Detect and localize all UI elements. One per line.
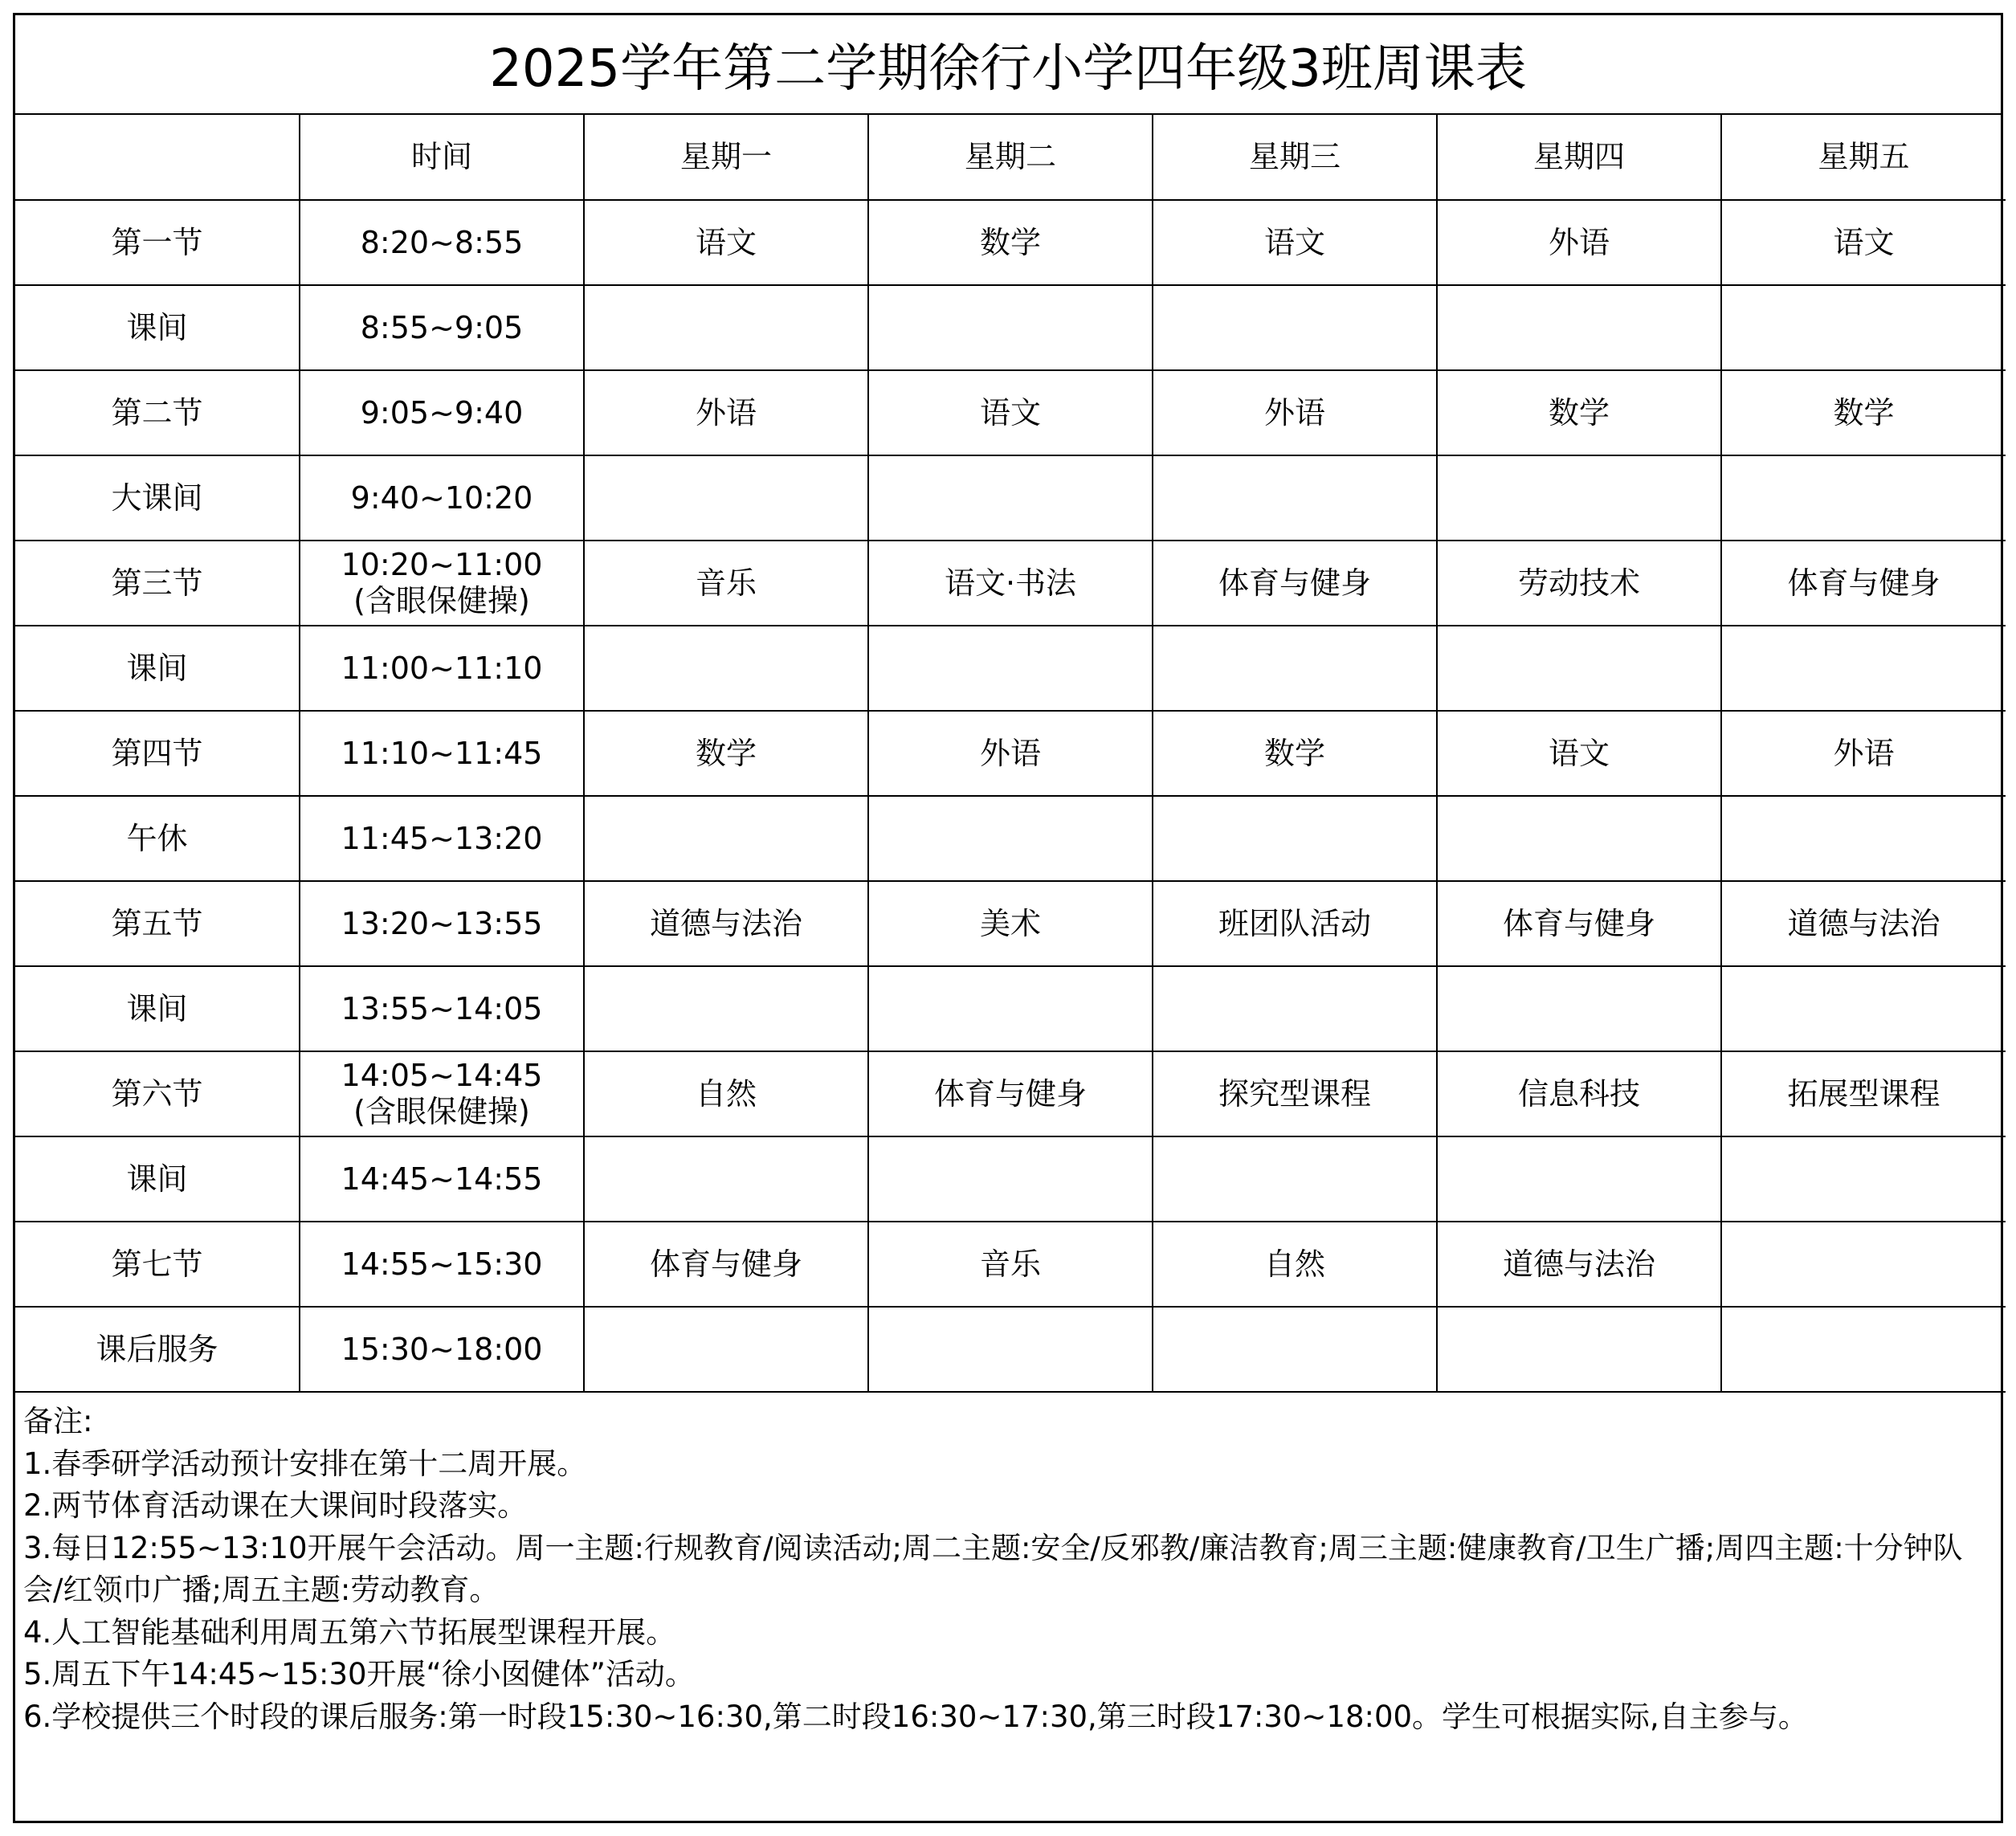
class-cell: 拓展型课程 — [1721, 1051, 2006, 1136]
period-cell: 课间 — [15, 626, 300, 711]
time-range: 14:55~15:30 — [341, 1246, 543, 1282]
class-cell: 外语 — [868, 711, 1153, 796]
time-cell — [300, 711, 584, 796]
class-cell — [1153, 966, 1437, 1051]
note-item: 6.学校提供三个时段的课后服务:第一时段15:30~16:30,第二时段16:30~17:30,第三时段17:30~18:00。学生可根据实际,自主参与。 — [23, 1699, 1808, 1734]
time-cell — [300, 796, 584, 881]
period-cell: 课间 — [15, 966, 300, 1051]
class-cell: 外语 — [1153, 370, 1437, 455]
class-cell — [868, 455, 1153, 541]
table-row — [15, 1222, 2006, 1307]
class-cell — [868, 1136, 1153, 1222]
class-cell — [1153, 1136, 1437, 1222]
class-cell — [1437, 455, 1721, 541]
table-row — [15, 796, 2006, 881]
note-item: 4.人工智能基础利用周五第六节拓展型课程开展。 — [23, 1614, 676, 1650]
class-cell: 体育与健身 — [1153, 541, 1437, 626]
notes-section — [15, 1393, 2001, 1738]
time-range: 8:20~8:55 — [360, 224, 524, 260]
class-cell: 语文 — [584, 200, 868, 285]
table-row — [15, 541, 2006, 626]
time-range: 10:20~11:00 — [341, 547, 543, 583]
period-cell: 课间 — [15, 285, 300, 370]
time-cell — [300, 626, 584, 711]
time-range: 8:55~9:05 — [360, 309, 524, 345]
period-cell: 午休 — [15, 796, 300, 881]
class-cell: 音乐 — [868, 1222, 1153, 1307]
time-cell — [300, 370, 584, 455]
class-cell — [1721, 1136, 2006, 1222]
class-cell — [584, 796, 868, 881]
period-cell: 第四节 — [15, 711, 300, 796]
class-cell: 外语 — [584, 370, 868, 455]
class-cell: 道德与法治 — [1721, 881, 2006, 966]
table-row — [15, 285, 2006, 370]
class-cell: 道德与法治 — [1437, 1222, 1721, 1307]
period-cell: 大课间 — [15, 455, 300, 541]
header-cell-blank — [15, 115, 300, 200]
page-title: 2025学年第二学期徐行小学四年级3班周课表 — [15, 15, 2001, 115]
class-cell — [1437, 626, 1721, 711]
class-cell: 语文 — [1721, 200, 2006, 285]
class-cell: 数学 — [1721, 370, 2006, 455]
class-cell: 探究型课程 — [1153, 1051, 1437, 1136]
class-cell: 美术 — [868, 881, 1153, 966]
class-cell — [584, 1307, 868, 1392]
class-cell — [1153, 626, 1437, 711]
table-row — [15, 966, 2006, 1051]
period-cell: 第六节 — [15, 1051, 300, 1136]
class-cell: 体育与健身 — [1721, 541, 2006, 626]
table-row — [15, 1051, 2006, 1136]
class-cell — [1437, 796, 1721, 881]
class-cell — [1437, 966, 1721, 1051]
class-cell — [584, 966, 868, 1051]
class-cell: 外语 — [1437, 200, 1721, 285]
table-row — [15, 1307, 2006, 1392]
time-cell — [300, 1222, 584, 1307]
header-cell-friday: 星期五 — [1721, 115, 2006, 200]
class-cell: 数学 — [1437, 370, 1721, 455]
table-row — [15, 370, 2006, 455]
time-note: (含眼保健操) — [353, 1094, 530, 1129]
class-cell — [1153, 285, 1437, 370]
class-cell — [1153, 455, 1437, 541]
class-cell — [1721, 285, 2006, 370]
class-cell: 数学 — [1153, 711, 1437, 796]
header-cell-monday: 星期一 — [584, 115, 868, 200]
time-range: 14:05~14:45 — [341, 1058, 543, 1094]
time-range: 9:40~10:20 — [350, 479, 533, 516]
time-cell — [300, 1307, 584, 1392]
class-cell: 道德与法治 — [584, 881, 868, 966]
table-row — [15, 1136, 2006, 1222]
time-cell — [300, 966, 584, 1051]
time-cell — [300, 455, 584, 541]
note-item: 1.春季研学活动预计安排在第十二周开展。 — [23, 1446, 587, 1481]
time-range: 11:45~13:20 — [341, 820, 543, 856]
time-range: 15:30~18:00 — [341, 1331, 543, 1367]
class-cell — [584, 1136, 868, 1222]
header-cell-tuesday: 星期二 — [868, 115, 1153, 200]
class-cell — [584, 455, 868, 541]
table-row — [15, 881, 2006, 966]
class-cell: 班团队活动 — [1153, 881, 1437, 966]
period-cell: 第三节 — [15, 541, 300, 626]
class-cell — [868, 626, 1153, 711]
time-range: 11:00~11:10 — [341, 650, 543, 686]
class-cell: 语文 — [1437, 711, 1721, 796]
class-cell: 体育与健身 — [1437, 881, 1721, 966]
time-range: 11:10~11:45 — [341, 735, 543, 771]
class-cell: 语文 — [868, 370, 1153, 455]
class-cell: 数学 — [868, 200, 1153, 285]
class-cell: 语文·书法 — [868, 541, 1153, 626]
class-cell — [1437, 1307, 1721, 1392]
table-row — [15, 711, 2006, 796]
class-cell — [1153, 1307, 1437, 1392]
time-note: (含眼保健操) — [353, 583, 530, 618]
timetable — [15, 115, 2006, 1393]
class-cell: 劳动技术 — [1437, 541, 1721, 626]
note-item: 5.周五下午14:45~15:30开展“徐小囡健体”活动。 — [23, 1657, 695, 1691]
class-cell: 语文 — [1153, 200, 1437, 285]
table-row — [15, 626, 2006, 711]
class-cell — [868, 285, 1153, 370]
class-cell — [584, 285, 868, 370]
time-cell — [300, 200, 584, 285]
class-cell: 自然 — [1153, 1222, 1437, 1307]
class-cell — [1437, 1136, 1721, 1222]
header-row — [15, 115, 2006, 200]
class-cell — [1721, 455, 2006, 541]
class-cell — [868, 966, 1153, 1051]
period-cell: 第二节 — [15, 370, 300, 455]
class-cell — [868, 1307, 1153, 1392]
note-item: 3.每日12:55~13:10开展午会活动。周一主题:行规教育/阅读活动;周二主题:安全/反邪教/廉洁教育;周三主题:健康教育/卫生广播;周四主题:十分钟队会/红领巾广播;周五主题:劳动教育。 — [23, 1530, 1963, 1607]
class-cell — [868, 796, 1153, 881]
period-cell: 第一节 — [15, 200, 300, 285]
time-cell — [300, 1051, 584, 1136]
class-cell — [1721, 1222, 2006, 1307]
class-cell — [1721, 626, 2006, 711]
class-cell: 外语 — [1721, 711, 2006, 796]
table-row — [15, 200, 2006, 285]
time-range: 9:05~9:40 — [360, 394, 524, 430]
table-row — [15, 455, 2006, 541]
class-cell: 体育与健身 — [584, 1222, 868, 1307]
time-cell — [300, 881, 584, 966]
header-cell-thursday: 星期四 — [1437, 115, 1721, 200]
header-cell-wednesday: 星期三 — [1153, 115, 1437, 200]
class-cell — [584, 626, 868, 711]
class-cell: 自然 — [584, 1051, 868, 1136]
class-cell — [1721, 966, 2006, 1051]
class-cell: 数学 — [584, 711, 868, 796]
time-range: 13:20~13:55 — [341, 905, 543, 941]
time-cell — [300, 541, 584, 626]
class-cell — [1437, 285, 1721, 370]
period-cell: 第七节 — [15, 1222, 300, 1307]
class-cell: 信息科技 — [1437, 1051, 1721, 1136]
timetable-sheet — [13, 13, 2003, 1823]
time-cell — [300, 285, 584, 370]
class-cell — [1153, 796, 1437, 881]
time-range: 14:45~14:55 — [341, 1161, 543, 1197]
period-cell: 课后服务 — [15, 1307, 300, 1392]
class-cell — [1721, 1307, 2006, 1392]
class-cell: 体育与健身 — [868, 1051, 1153, 1136]
time-cell — [300, 1136, 584, 1222]
time-range: 13:55~14:05 — [341, 990, 543, 1026]
header-cell-time: 时间 — [300, 115, 584, 200]
note-item: 2.两节体育活动课在大课间时段落实。 — [23, 1488, 528, 1523]
notes-heading: 备注: — [23, 1404, 93, 1438]
period-cell: 课间 — [15, 1136, 300, 1222]
class-cell — [1721, 796, 2006, 881]
class-cell: 音乐 — [584, 541, 868, 626]
period-cell: 第五节 — [15, 881, 300, 966]
